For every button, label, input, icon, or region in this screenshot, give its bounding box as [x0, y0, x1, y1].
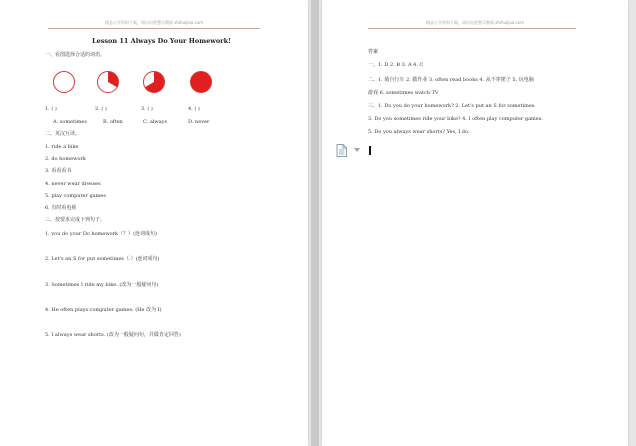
blank-3: 3. ( ): [141, 106, 153, 112]
pie-two-thirds: [143, 71, 165, 93]
option-a: A. sometimes: [53, 119, 87, 125]
translate-item-4: 4. never wear dresses: [45, 181, 101, 187]
blank-1: 1. ( ): [45, 106, 57, 112]
translate-item-3: 3. 看看看书: [45, 168, 72, 174]
answer-line-5: 3. Do you sometimes ride your bike? 4. I often play computer games.: [368, 116, 543, 122]
translate-item-6: 6. 有时看电视: [45, 205, 77, 211]
translate-item-2: 2. do homework: [45, 156, 86, 162]
left-page: [0, 0, 308, 446]
sentence-item-3: 3. Sometimes I ride my bike. (改为一般疑问句): [45, 282, 159, 288]
answer-line-1: 一、1. D 2. B 3. A 4. C: [368, 62, 424, 68]
right-header-rule: [368, 28, 576, 29]
blank-4: 4. ( ): [188, 106, 200, 112]
option-d: D. never: [188, 119, 210, 125]
right-page-header: 精品小学资料下载，请访问智慧乐教网 zhihuijiao.com: [425, 20, 525, 25]
sentence-item-5: 5. I always wear shorts. (改为一般疑问句，并做肯定回答): [45, 332, 181, 338]
answer-line-3: 游戏 6. sometimes watch TV: [368, 90, 439, 96]
left-header-rule: [48, 28, 260, 29]
section1-heading: 一、看图选择合适的词语。: [45, 52, 106, 58]
translate-item-1: 1. ride a bike: [45, 144, 79, 150]
pie-one-third: [97, 71, 119, 93]
blank-2: 2. ( ): [95, 106, 107, 112]
document-icon[interactable]: [336, 144, 347, 157]
text-cursor: [369, 146, 371, 155]
answer-line-4: 三、1. Do you do your homework? 2. Let's put an S for sometimes.: [368, 103, 536, 109]
option-b: B. often: [103, 119, 123, 125]
pie-sometimes-0: [53, 71, 75, 93]
translate-item-5: 5. play computer games: [45, 193, 106, 199]
left-page-header: 精品小学资料下载，请访问智慧乐教网 zhihuijiao.com: [104, 20, 204, 25]
pie-full: [190, 71, 212, 93]
page-gutter: [311, 0, 319, 446]
answer-line-2: 二、1. 骑自行车 2. 做作业 3. often read books 4. 从不穿裙子 5. 玩电脑: [368, 77, 534, 83]
lesson-title: Lesson 11 Always Do Your Homework!: [92, 37, 231, 45]
option-c: C. always: [143, 119, 168, 125]
right-page: [322, 0, 628, 446]
answers-title: 答案: [368, 49, 379, 55]
sentence-item-2: 2. Let's an S for put sometimes（.）(连词成句): [45, 256, 160, 262]
answer-line-6: 5. Do you always wear shorts? Yes, I do.: [368, 129, 470, 135]
section3-heading: 三、按要求完成下列句子。: [45, 217, 106, 223]
section2-heading: 二、英汉互译。: [45, 131, 81, 137]
sentence-item-4: 4. He often plays computer games. (He 改为 I): [45, 307, 162, 313]
sentence-item-1: 1. you do your Do homework（？）(连词成句): [45, 231, 157, 237]
chevron-down-icon[interactable]: [354, 148, 360, 152]
